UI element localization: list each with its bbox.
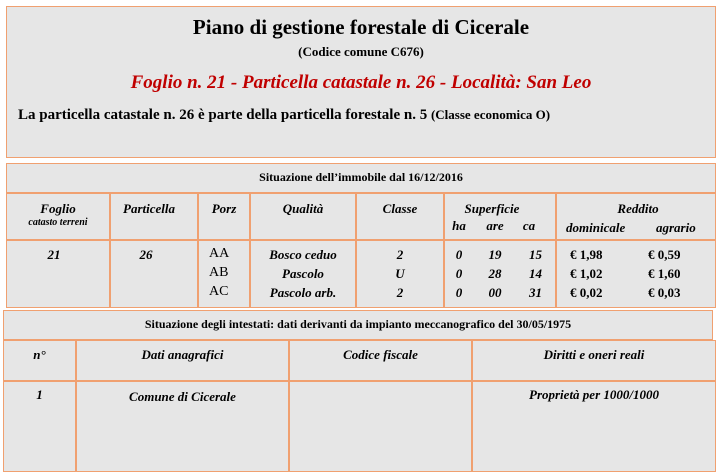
immobile-section-title: Situazione dell’immobile dal 16/12/2016 <box>259 170 463 184</box>
table-row-qualita: Bosco ceduo <box>269 247 337 262</box>
table-row-are: 00 <box>488 285 502 300</box>
table-row-agrario: € 0,59 <box>648 247 681 262</box>
value-particella: 26 <box>139 247 153 262</box>
table-row-ca: 14 <box>529 266 542 281</box>
table-row-ha: 0 <box>455 266 463 281</box>
label-superficie: Superficie <box>464 201 520 216</box>
table-row-are: 19 <box>488 247 502 262</box>
label-porz: Porz <box>211 201 237 216</box>
label-foglio: Foglio <box>40 201 76 216</box>
value-foglio: 21 <box>47 247 61 262</box>
label-codice: Codice fiscale <box>343 347 418 362</box>
table-row-qualita: Pascolo arb. <box>269 285 337 300</box>
data-codice-cell <box>289 381 472 472</box>
table-row-are: 28 <box>488 266 502 281</box>
page-title: Piano di gestione forestale di Cicerale <box>192 15 530 39</box>
list-item-n: 1 <box>36 387 43 402</box>
particella-description <box>18 107 550 124</box>
label-foglio-sub: catasto terreni <box>28 217 88 228</box>
description-small: (Classe economica O) <box>430 107 551 122</box>
label-particella: Particella <box>123 201 175 216</box>
table-row-classe: 2 <box>396 285 404 300</box>
table-row-dominicale: € 1,98 <box>570 247 603 262</box>
label-reddito: Reddito <box>617 201 659 216</box>
label-classe: Classe <box>382 201 418 216</box>
table-row-ca: 31 <box>529 285 542 300</box>
table-row-classe: 2 <box>396 247 404 262</box>
table-row-agrario: € 0,03 <box>648 285 681 300</box>
label-are: are <box>486 218 504 233</box>
label-diritti: Diritti e oneri reali <box>543 347 645 362</box>
table-row-dominicale: € 1,02 <box>570 266 603 281</box>
label-qualita: Qualità <box>282 201 324 216</box>
table-row-ha: 0 <box>455 285 463 300</box>
label-agrario: agrario <box>656 220 696 235</box>
table-row-agrario: € 1,60 <box>648 266 681 281</box>
label-n: n° <box>33 347 46 362</box>
table-row-qualita: Pascolo <box>282 266 324 281</box>
intestati-section-title: Situazione degli intestati: dati derivanti da impianto meccanografico del 30/05/1975 <box>144 317 572 331</box>
label-ca: ca <box>522 218 536 233</box>
description-main: La particella catastale n. 26 è parte della particella forestale n. 5 <box>18 107 428 123</box>
foglio-line: Foglio n. 21 - Particella catastale n. 26 - Località: San Leo <box>130 72 592 93</box>
table-row-dominicale: € 0,02 <box>570 285 603 300</box>
table-row-ha: 0 <box>455 247 463 262</box>
table-row-porz: AC <box>209 284 229 299</box>
label-ha: ha <box>452 218 466 233</box>
label-dominicale: dominicale <box>566 220 626 235</box>
table-row-classe: U <box>395 266 405 281</box>
list-item-dati: Comune di Cicerale <box>129 389 236 404</box>
label-dati: Dati anagrafici <box>141 347 224 362</box>
list-item-diritti: Proprietà per 1000/1000 <box>529 387 659 402</box>
table-row-porz: AA <box>209 246 230 261</box>
table-row-ca: 15 <box>529 247 542 262</box>
page-subtitle: (Codice comune C676) <box>298 44 424 59</box>
table-row-porz: AB <box>209 265 229 280</box>
